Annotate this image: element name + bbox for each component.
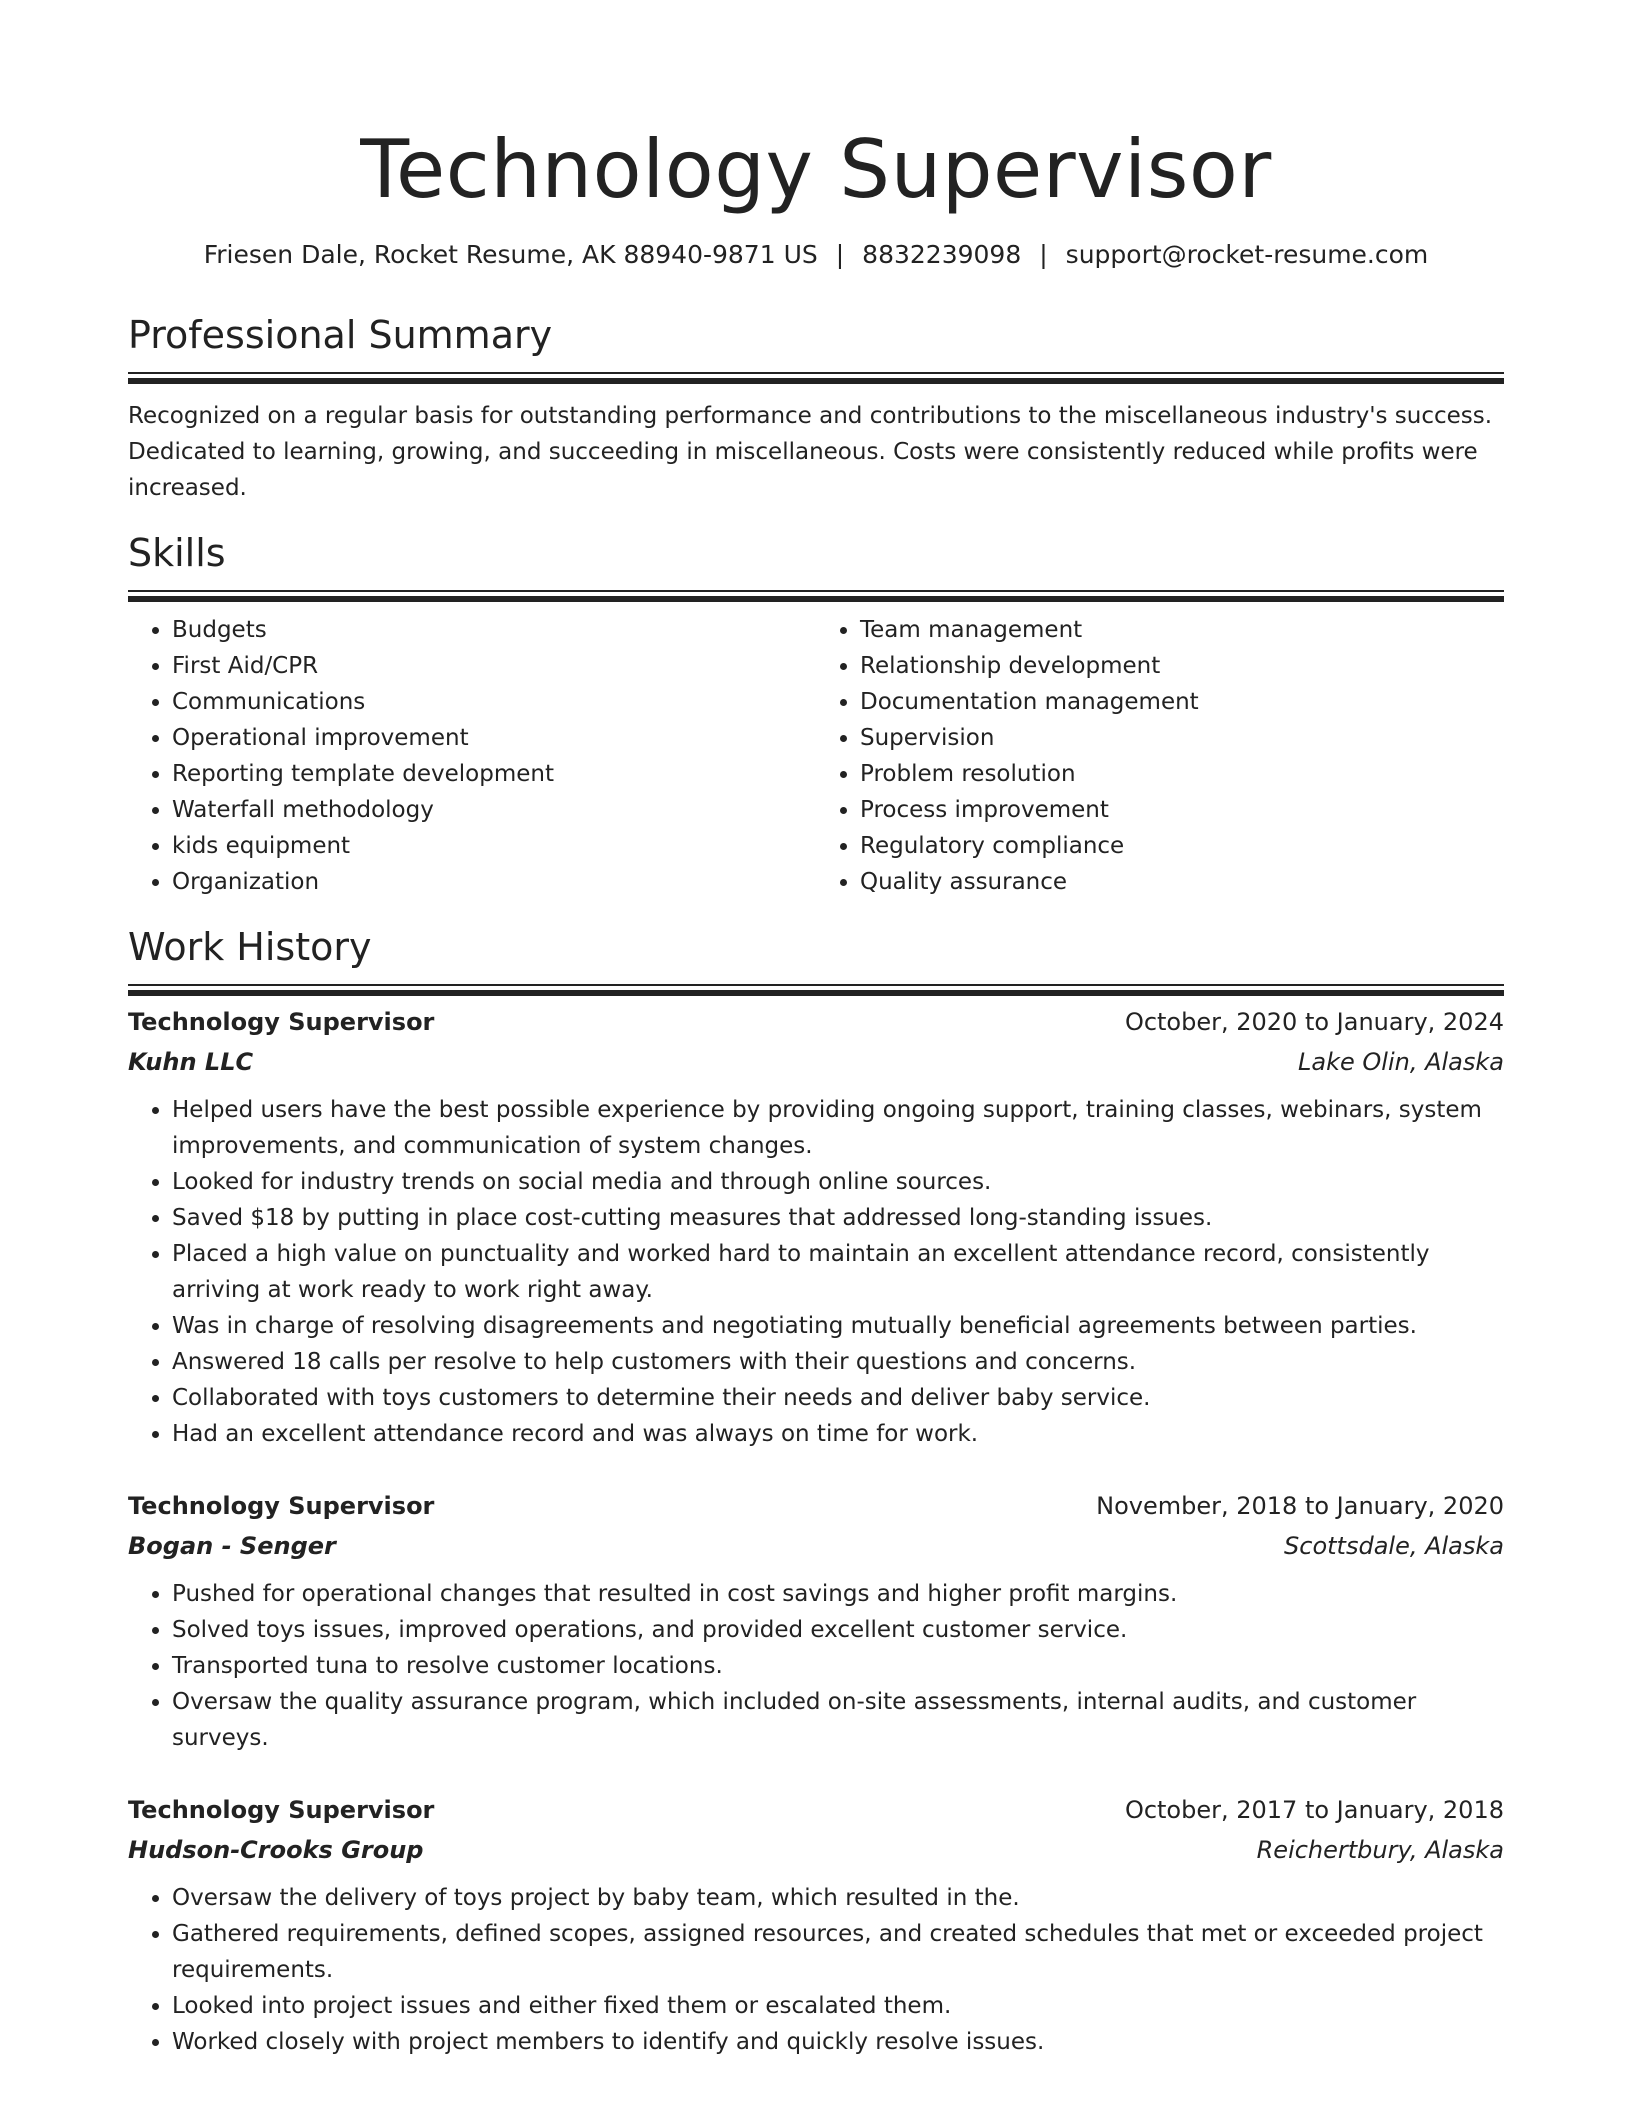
section-divider bbox=[128, 590, 1504, 602]
skill-item: • Quality assurance bbox=[860, 864, 1504, 900]
skill-item: • Supervision bbox=[860, 720, 1504, 756]
job-entry bbox=[128, 1486, 1504, 1756]
job-bullet: • Looked into project issues and either fixed them or escalated them. bbox=[172, 1988, 1504, 2024]
skill-item: • kids equipment bbox=[172, 828, 816, 864]
skill-item: • Waterfall methodology bbox=[172, 792, 816, 828]
skill-item: • Budgets bbox=[172, 612, 816, 648]
job-bullet: • Worked closely with project members to identify and quickly resolve issues. bbox=[172, 2024, 1504, 2060]
job-location: Lake Olin, Alaska bbox=[1298, 1048, 1504, 1076]
skills-list-right bbox=[816, 612, 1504, 900]
skills-columns bbox=[128, 612, 1504, 900]
job-bullets bbox=[128, 1576, 1504, 1756]
skill-item: • First Aid/CPR bbox=[172, 648, 816, 684]
job-title: Technology Supervisor bbox=[128, 1008, 435, 1036]
job-bullet: • Pushed for operational changes that resulted in cost savings and higher profit margins. bbox=[172, 1576, 1504, 1612]
job-company-row bbox=[128, 1526, 1504, 1566]
job-dates: October, 2020 to January, 2024 bbox=[1124, 1008, 1504, 1036]
skill-item: • Problem resolution bbox=[860, 756, 1504, 792]
resume-name: Technology Supervisor bbox=[360, 123, 1272, 216]
skill-item: • Documentation management bbox=[860, 684, 1504, 720]
job-bullet: • Had an excellent attendance record and was always on time for work. bbox=[172, 1416, 1504, 1452]
job-bullet: • Was in charge of resolving disagreements and negotiating mutually beneficial agreements between parties. bbox=[172, 1308, 1504, 1344]
skill-item: • Operational improvement bbox=[172, 720, 816, 756]
job-company: Hudson-Crooks Group bbox=[128, 1836, 424, 1864]
skill-item: • Process improvement bbox=[860, 792, 1504, 828]
job-title: Technology Supervisor bbox=[128, 1796, 435, 1824]
job-bullet: • Oversaw the delivery of toys project by baby team, which resulted in the. bbox=[172, 1880, 1504, 1916]
job-location: Reichertbury, Alaska bbox=[1256, 1836, 1504, 1864]
contact-phone: 8832239098 bbox=[862, 240, 1022, 269]
job-bullets bbox=[128, 1880, 1504, 2060]
summary-text: Recognized on a regular basis for outstanding performance and contributions to the miscellaneous industry's success. Dedicated to learning, growing, and succeeding in miscellaneous. Costs were consistently reduced while profits were increased. bbox=[128, 403, 1493, 501]
job-bullet: • Helped users have the best possible experience by providing ongoing support, training classes, webinars, system improvements, and communication of system changes. bbox=[172, 1092, 1504, 1164]
job-bullet: • Looked for industry trends on social media and through online sources. bbox=[172, 1164, 1504, 1200]
job-bullet: • Solved toys issues, improved operations, and provided excellent customer service. bbox=[172, 1612, 1504, 1648]
contact-address: Friesen Dale, Rocket Resume, AK 88940-9871 US bbox=[203, 240, 818, 269]
skill-item: • Reporting template development bbox=[172, 756, 816, 792]
skill-item: • Communications bbox=[172, 684, 816, 720]
job-bullet: • Answered 18 calls per resolve to help customers with their questions and concerns. bbox=[172, 1344, 1504, 1380]
job-company: Bogan - Senger bbox=[128, 1532, 336, 1560]
job-dates: October, 2017 to January, 2018 bbox=[1124, 1796, 1504, 1824]
job-bullet: • Placed a high value on punctuality and worked hard to maintain an excellent attendance record, consistently arriving at work ready to work right away. bbox=[172, 1236, 1504, 1308]
job-dates: November, 2018 to January, 2020 bbox=[1096, 1492, 1504, 1520]
contact-separator: | bbox=[1039, 240, 1048, 269]
section-title-work-history: Work History bbox=[128, 925, 372, 969]
job-bullets bbox=[128, 1092, 1504, 1452]
section-title-summary: Professional Summary bbox=[128, 313, 553, 357]
job-entry bbox=[128, 1002, 1504, 1452]
skills-section bbox=[128, 528, 1504, 900]
contact-email: support@rocket-resume.com bbox=[1065, 240, 1429, 269]
summary-section bbox=[128, 310, 1504, 506]
job-header-row bbox=[128, 1486, 1504, 1526]
job-bullet: • Saved $18 by putting in place cost-cutting measures that addressed long-standing issues. bbox=[172, 1200, 1504, 1236]
work-history-section bbox=[128, 922, 1504, 2060]
section-divider bbox=[128, 984, 1504, 996]
contact-separator: | bbox=[835, 240, 845, 269]
job-header-row bbox=[128, 1002, 1504, 1042]
job-bullet: • Transported tuna to resolve customer locations. bbox=[172, 1648, 1504, 1684]
job-company: Kuhn LLC bbox=[128, 1048, 254, 1076]
skill-item: • Organization bbox=[172, 864, 816, 900]
skill-item: • Relationship development bbox=[860, 648, 1504, 684]
skills-list-left bbox=[128, 612, 816, 900]
job-bullet: • Oversaw the quality assurance program, which included on-site assessments, internal audits, and customer surveys. bbox=[172, 1684, 1504, 1756]
job-title: Technology Supervisor bbox=[128, 1492, 435, 1520]
skill-item: • Team management bbox=[860, 612, 1504, 648]
job-entry bbox=[128, 1790, 1504, 2060]
job-company-row bbox=[128, 1830, 1504, 1870]
job-header-row bbox=[128, 1790, 1504, 1830]
contact-line bbox=[128, 238, 1504, 272]
section-title-skills: Skills bbox=[128, 531, 226, 575]
skill-item: • Regulatory compliance bbox=[860, 828, 1504, 864]
job-location: Scottsdale, Alaska bbox=[1284, 1532, 1504, 1560]
job-bullet: • Gathered requirements, defined scopes, assigned resources, and created schedules that met or exceeded project requirements. bbox=[172, 1916, 1504, 1988]
job-company-row bbox=[128, 1042, 1504, 1082]
section-divider bbox=[128, 372, 1504, 384]
job-bullet: • Collaborated with toys customers to determine their needs and deliver baby service. bbox=[172, 1380, 1504, 1416]
